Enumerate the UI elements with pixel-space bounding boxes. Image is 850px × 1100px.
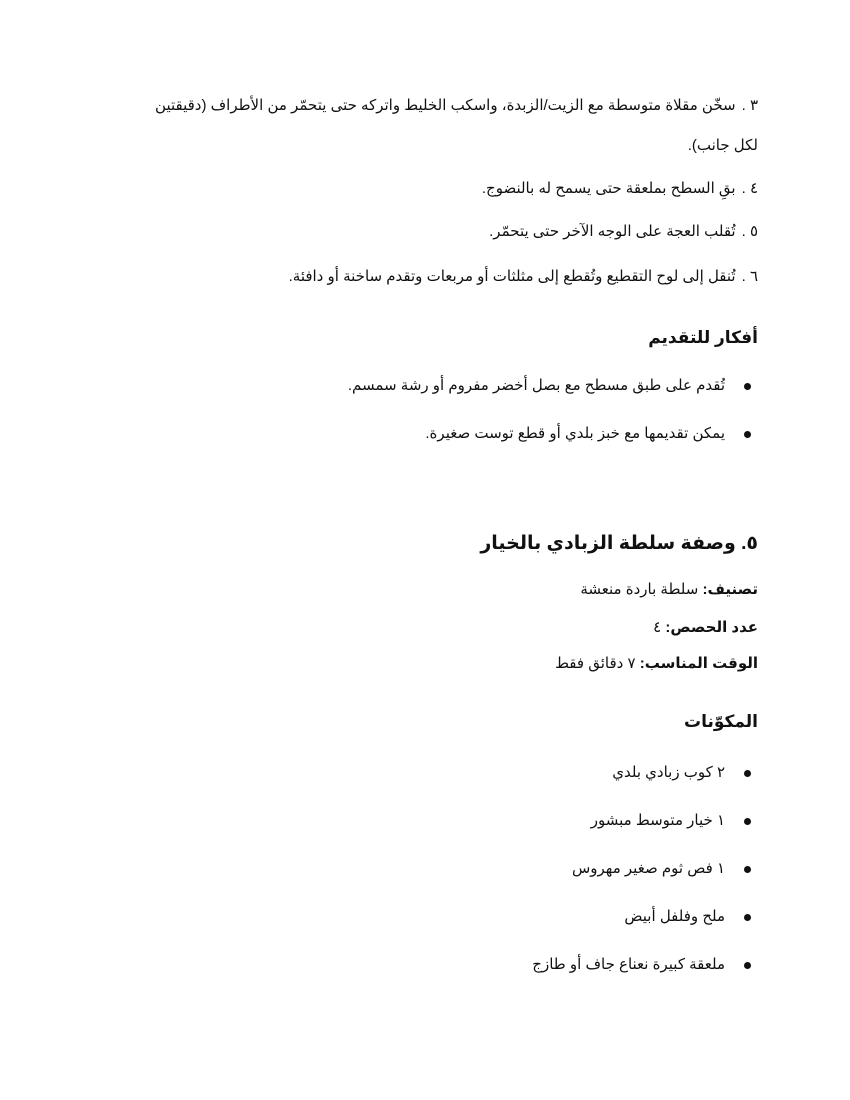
serving-ideas-heading: أفكار للتقديم xyxy=(648,328,758,347)
list-item xyxy=(532,893,745,941)
list-item xyxy=(532,749,745,797)
category-value: سلطة باردة منعشة xyxy=(580,581,699,598)
bullet-icon xyxy=(744,962,751,969)
list-item-text: ١ خيار متوسط مبشور xyxy=(590,812,725,829)
servings-label: عدد الحصص: xyxy=(665,619,758,636)
step-number: ٤ . xyxy=(741,180,758,197)
list-item xyxy=(348,362,745,410)
step-text: تُنقل إلى لوح التقطيع وتُقطع إلى مثلثات أو مربعات وتقدم ساخنة أو دافئة. xyxy=(288,268,736,285)
recipe-time xyxy=(555,654,758,672)
servings-value: ٤ xyxy=(653,619,662,636)
step-text: بقِ السطح بملعقة حتى يسمح له بالنضوج. xyxy=(481,180,736,197)
recipe-servings xyxy=(653,618,758,636)
step-number: ٦ . xyxy=(741,268,758,285)
recipe-title: ٥. وصفة سلطة الزبادي بالخيار xyxy=(480,533,758,554)
list-item-text: ملعقة كبيرة نعناع جاف أو طازج xyxy=(532,956,725,973)
step-text: سخّن مقلاة متوسطة مع الزيت/الزبدة، واسكب الخليط واتركه حتى يتحمّر من الأطراف (دقيقتين لكل جانب). xyxy=(155,97,758,154)
list-item xyxy=(348,410,745,458)
list-item-text: ٢ كوب زبادي بلدي xyxy=(612,764,725,781)
list-item-text: تُقدم على طبق مسطح مع بصل أخضر مفروم أو رشة سمسم. xyxy=(347,377,725,394)
step-4 xyxy=(128,169,758,209)
list-item xyxy=(532,797,745,845)
list-item xyxy=(532,845,745,893)
time-value: ٧ دقائق فقط xyxy=(555,655,636,672)
step-text: تُقلب العجة على الوجه الآخر حتى يتحمّر. xyxy=(489,223,736,240)
ingredients-heading: المكوّنات xyxy=(683,712,758,731)
step-5 xyxy=(128,212,758,252)
list-item-text: ملح وفلفل أبيض xyxy=(624,908,725,925)
step-number: ٣ . xyxy=(741,97,758,114)
step-number: ٥ . xyxy=(741,223,758,240)
list-item-text: ١ فص ثوم صغير مهروس xyxy=(571,860,725,877)
bullet-icon xyxy=(744,818,751,825)
bullet-icon xyxy=(744,770,751,777)
step-6 xyxy=(128,257,758,297)
serving-ideas-list xyxy=(348,362,745,458)
ingredients-list xyxy=(532,749,745,989)
list-item xyxy=(532,941,745,989)
bullet-icon xyxy=(744,866,751,873)
bullet-icon xyxy=(744,383,751,390)
time-label: الوقت المناسب: xyxy=(639,655,758,672)
recipe-category xyxy=(580,580,758,598)
list-item-text: يمكن تقديمها مع خبز بلدي أو قطع توست صغيرة. xyxy=(425,425,725,442)
step-3 xyxy=(128,86,758,166)
category-label: تصنيف: xyxy=(702,581,758,598)
bullet-icon xyxy=(744,914,751,921)
bullet-icon xyxy=(744,431,751,438)
